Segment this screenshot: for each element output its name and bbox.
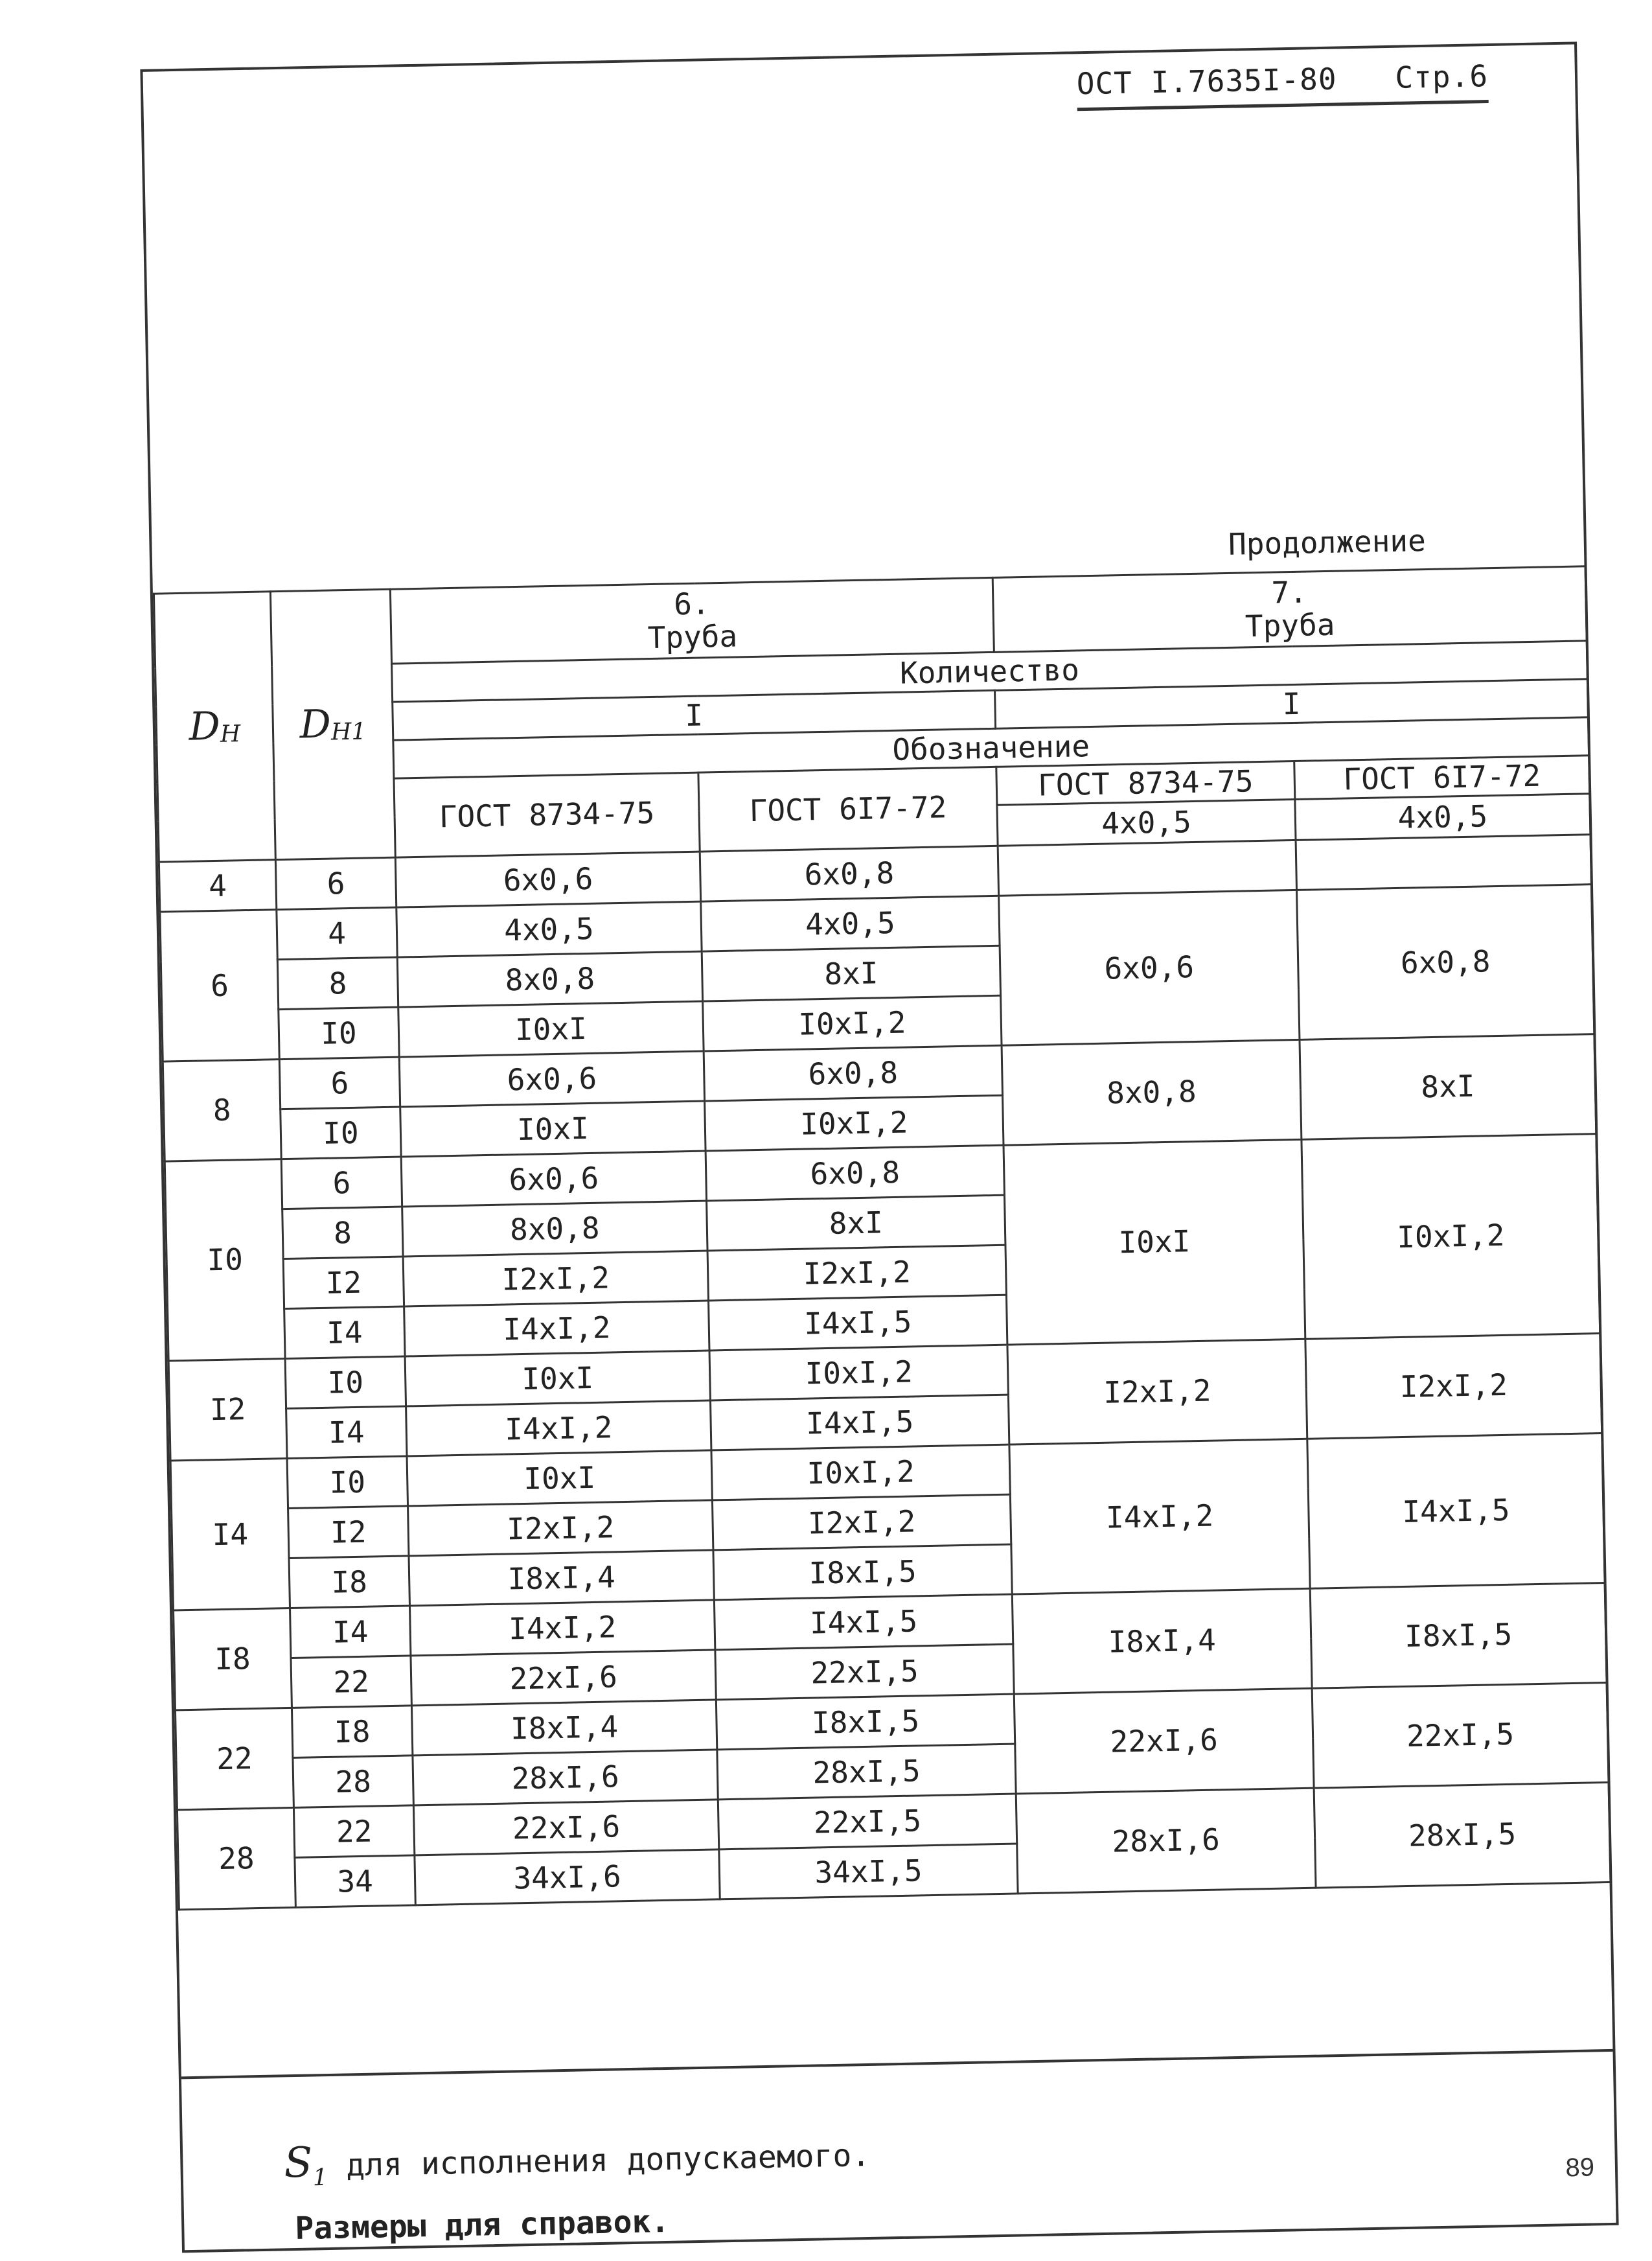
dn1-cell: 6 — [279, 1057, 400, 1109]
gost8734-cell: I8xI,4 — [411, 1700, 717, 1756]
dn-cell: 4 — [159, 860, 276, 912]
gost8734-cell: 28xI,6 — [413, 1750, 718, 1805]
gost8734-cell: I4xI,2 — [404, 1301, 709, 1356]
g7-gost8734-cell: I0xI — [1004, 1139, 1305, 1345]
gost617-cell: I0xI,2 — [711, 1444, 1010, 1500]
group6-quantity: I — [393, 690, 996, 740]
designation-header: Обозначение — [393, 717, 1589, 778]
group6-header — [390, 577, 994, 664]
gost8734-cell: I4xI,2 — [406, 1400, 711, 1456]
g7-gost8734-cell: I4xI,2 — [1009, 1439, 1310, 1594]
gost617-cell: 4x0,5 — [701, 896, 1000, 951]
gost617-cell: I4xI,5 — [710, 1395, 1009, 1450]
gost617-cell: I4xI,5 — [714, 1594, 1013, 1650]
g7-empty-cell — [1296, 835, 1591, 890]
dn1-cell: I8 — [289, 1556, 409, 1608]
gost617-cell: 8xI — [707, 1195, 1005, 1251]
gost617-cell: 22xI,5 — [715, 1644, 1014, 1700]
group6-title: Труба — [647, 618, 738, 656]
group7-quantity: I — [995, 679, 1589, 729]
document-sheet — [139, 0, 1620, 2247]
dn-cell: 6 — [160, 910, 279, 1061]
gost617-cell: I0xI,2 — [703, 995, 1002, 1051]
quantity-header: Количество — [392, 641, 1588, 702]
document-code: ОСТ I.7635I-80 — [1076, 61, 1338, 102]
gost8734-cell: I0xI — [407, 1450, 712, 1506]
gost8734-cell: 34xI,6 — [415, 1849, 720, 1905]
gost8734-cell: 6x0,6 — [399, 1051, 704, 1107]
group7-first-value-b: 4x0,5 — [1295, 794, 1590, 841]
gost617-cell: I0xI,2 — [705, 1095, 1004, 1151]
dn1-cell: I0 — [281, 1107, 401, 1159]
header-dn1: $D_{H1}$ — [270, 589, 395, 859]
group6-std-b: ГОСТ 6I7-72 — [698, 767, 998, 852]
dn-cell: I8 — [174, 1608, 292, 1710]
s1-symbol: $S_1$ — [283, 2139, 328, 2192]
dn1-cell: I0 — [287, 1456, 407, 1509]
gost617-cell: 8xI — [702, 945, 1000, 1001]
dn1-cell: I8 — [292, 1706, 412, 1758]
dn-cell: I2 — [168, 1359, 287, 1461]
g7-gost8734-cell: 28xI,6 — [1016, 1788, 1316, 1894]
group7-number: 7. — [1271, 574, 1308, 611]
dn1-cell: I4 — [290, 1606, 411, 1658]
g7-gost617-cell: I2xI,2 — [1305, 1334, 1602, 1439]
gost617-cell: I8xI,5 — [713, 1544, 1012, 1600]
g7-gost8734-cell: 22xI,6 — [1014, 1688, 1314, 1794]
g7-gost8734-cell: I2xI,2 — [1007, 1339, 1307, 1444]
g7-gost617-cell: 8xI — [1300, 1034, 1596, 1140]
dn-cell: 22 — [175, 1708, 293, 1809]
g7-gost617-cell: 28xI,5 — [1314, 1782, 1611, 1888]
gost8734-cell: I8xI,4 — [409, 1550, 714, 1606]
gost8734-cell: 6x0,6 — [401, 1151, 706, 1207]
dn-cell: I0 — [165, 1159, 285, 1361]
group7-header — [992, 566, 1587, 653]
pipe-table — [153, 565, 1612, 1910]
continuation-label: Продолжение — [1228, 523, 1427, 562]
gost8734-cell: 8x0,8 — [397, 951, 702, 1007]
dn1-cell: I2 — [288, 1506, 409, 1559]
gost617-cell: 6x0,8 — [704, 1045, 1002, 1101]
dn1-cell: 8 — [282, 1207, 403, 1259]
dn1-cell: 34 — [295, 1855, 415, 1908]
g7-gost617-cell: I8xI,5 — [1310, 1583, 1607, 1689]
note-reference: Размеры для справок. — [294, 2203, 670, 2247]
gost617-cell: I2xI,2 — [712, 1494, 1011, 1550]
gost617-cell: 6x0,8 — [700, 846, 998, 901]
gost8734-cell: I0xI — [400, 1101, 706, 1157]
g7-gost617-cell: I0xI,2 — [1302, 1134, 1600, 1339]
group6-std-a: ГОСТ 8734-75 — [394, 772, 700, 857]
dn1-cell: 6 — [275, 857, 396, 910]
gost617-cell: 22xI,5 — [718, 1794, 1016, 1849]
gost617-cell: I2xI,2 — [707, 1245, 1006, 1301]
dn1-cell: 8 — [277, 957, 398, 1010]
g7-gost8734-cell: I8xI,4 — [1012, 1588, 1312, 1694]
gost8734-cell: 4x0,5 — [396, 901, 702, 957]
gost617-cell: 34xI,5 — [719, 1844, 1018, 1899]
pipe-table-wrapper — [153, 565, 1610, 1910]
gost617-cell: I8xI,5 — [716, 1694, 1015, 1750]
page-label: Стр.6 — [1394, 58, 1489, 95]
dn1-cell: 6 — [281, 1157, 402, 1209]
gost617-cell: I0xI,2 — [709, 1345, 1008, 1400]
g7-gost8734-cell: 8x0,8 — [1002, 1039, 1302, 1145]
gost8734-cell: I4xI,2 — [409, 1600, 715, 1656]
dn1-cell: I2 — [283, 1257, 404, 1309]
gost8734-cell: I2xI,2 — [408, 1500, 713, 1556]
group7-std-a: ГОСТ 8734-75 — [996, 761, 1295, 805]
g7-empty-cell — [998, 840, 1296, 896]
gost617-cell: 28xI,5 — [717, 1744, 1016, 1800]
header-dn: $D_H$ — [154, 592, 275, 862]
dn1-cell: 22 — [291, 1656, 411, 1708]
dn1-cell: I4 — [284, 1306, 405, 1359]
dn1-cell: 28 — [293, 1756, 413, 1808]
dn1-cell: 22 — [293, 1805, 414, 1858]
group7-title: Труба — [1245, 607, 1335, 644]
g7-gost617-cell: I4xI,5 — [1307, 1433, 1605, 1589]
gost8734-cell: I0xI — [405, 1351, 710, 1406]
g7-gost617-cell: 6x0,8 — [1297, 885, 1594, 1040]
gost8734-cell: I0xI — [398, 1001, 704, 1057]
dn-cell: I4 — [170, 1459, 290, 1610]
g7-gost8734-cell: 6x0,6 — [999, 890, 1300, 1045]
gost617-cell: 6x0,8 — [706, 1145, 1004, 1201]
document-header — [1076, 58, 1488, 111]
group7-std-b: ГОСТ 6I7-72 — [1294, 756, 1590, 800]
note-s1-text: для исполнения допускаемого. — [345, 2137, 871, 2184]
gost617-cell: I4xI,5 — [709, 1295, 1007, 1351]
gost8734-cell: 6x0,6 — [395, 852, 700, 907]
gost8734-cell: I2xI,2 — [403, 1251, 708, 1306]
g7-gost617-cell: 22xI,5 — [1312, 1682, 1609, 1788]
gost8734-cell: 8x0,8 — [402, 1201, 707, 1257]
dn-cell: 28 — [177, 1807, 295, 1909]
group6-number: 6. — [673, 586, 711, 622]
dn1-cell: I0 — [285, 1356, 406, 1409]
dn-cell: 8 — [163, 1060, 281, 1161]
gost8734-cell: 22xI,6 — [411, 1650, 716, 1706]
group7-first-value-a: 4x0,5 — [997, 799, 1296, 846]
gost8734-cell: 22xI,6 — [413, 1800, 718, 1855]
dn1-cell: I0 — [279, 1007, 399, 1060]
page-number: 89 — [1565, 2153, 1595, 2183]
dn1-cell: 4 — [277, 907, 397, 960]
dn1-cell: I4 — [286, 1406, 407, 1459]
